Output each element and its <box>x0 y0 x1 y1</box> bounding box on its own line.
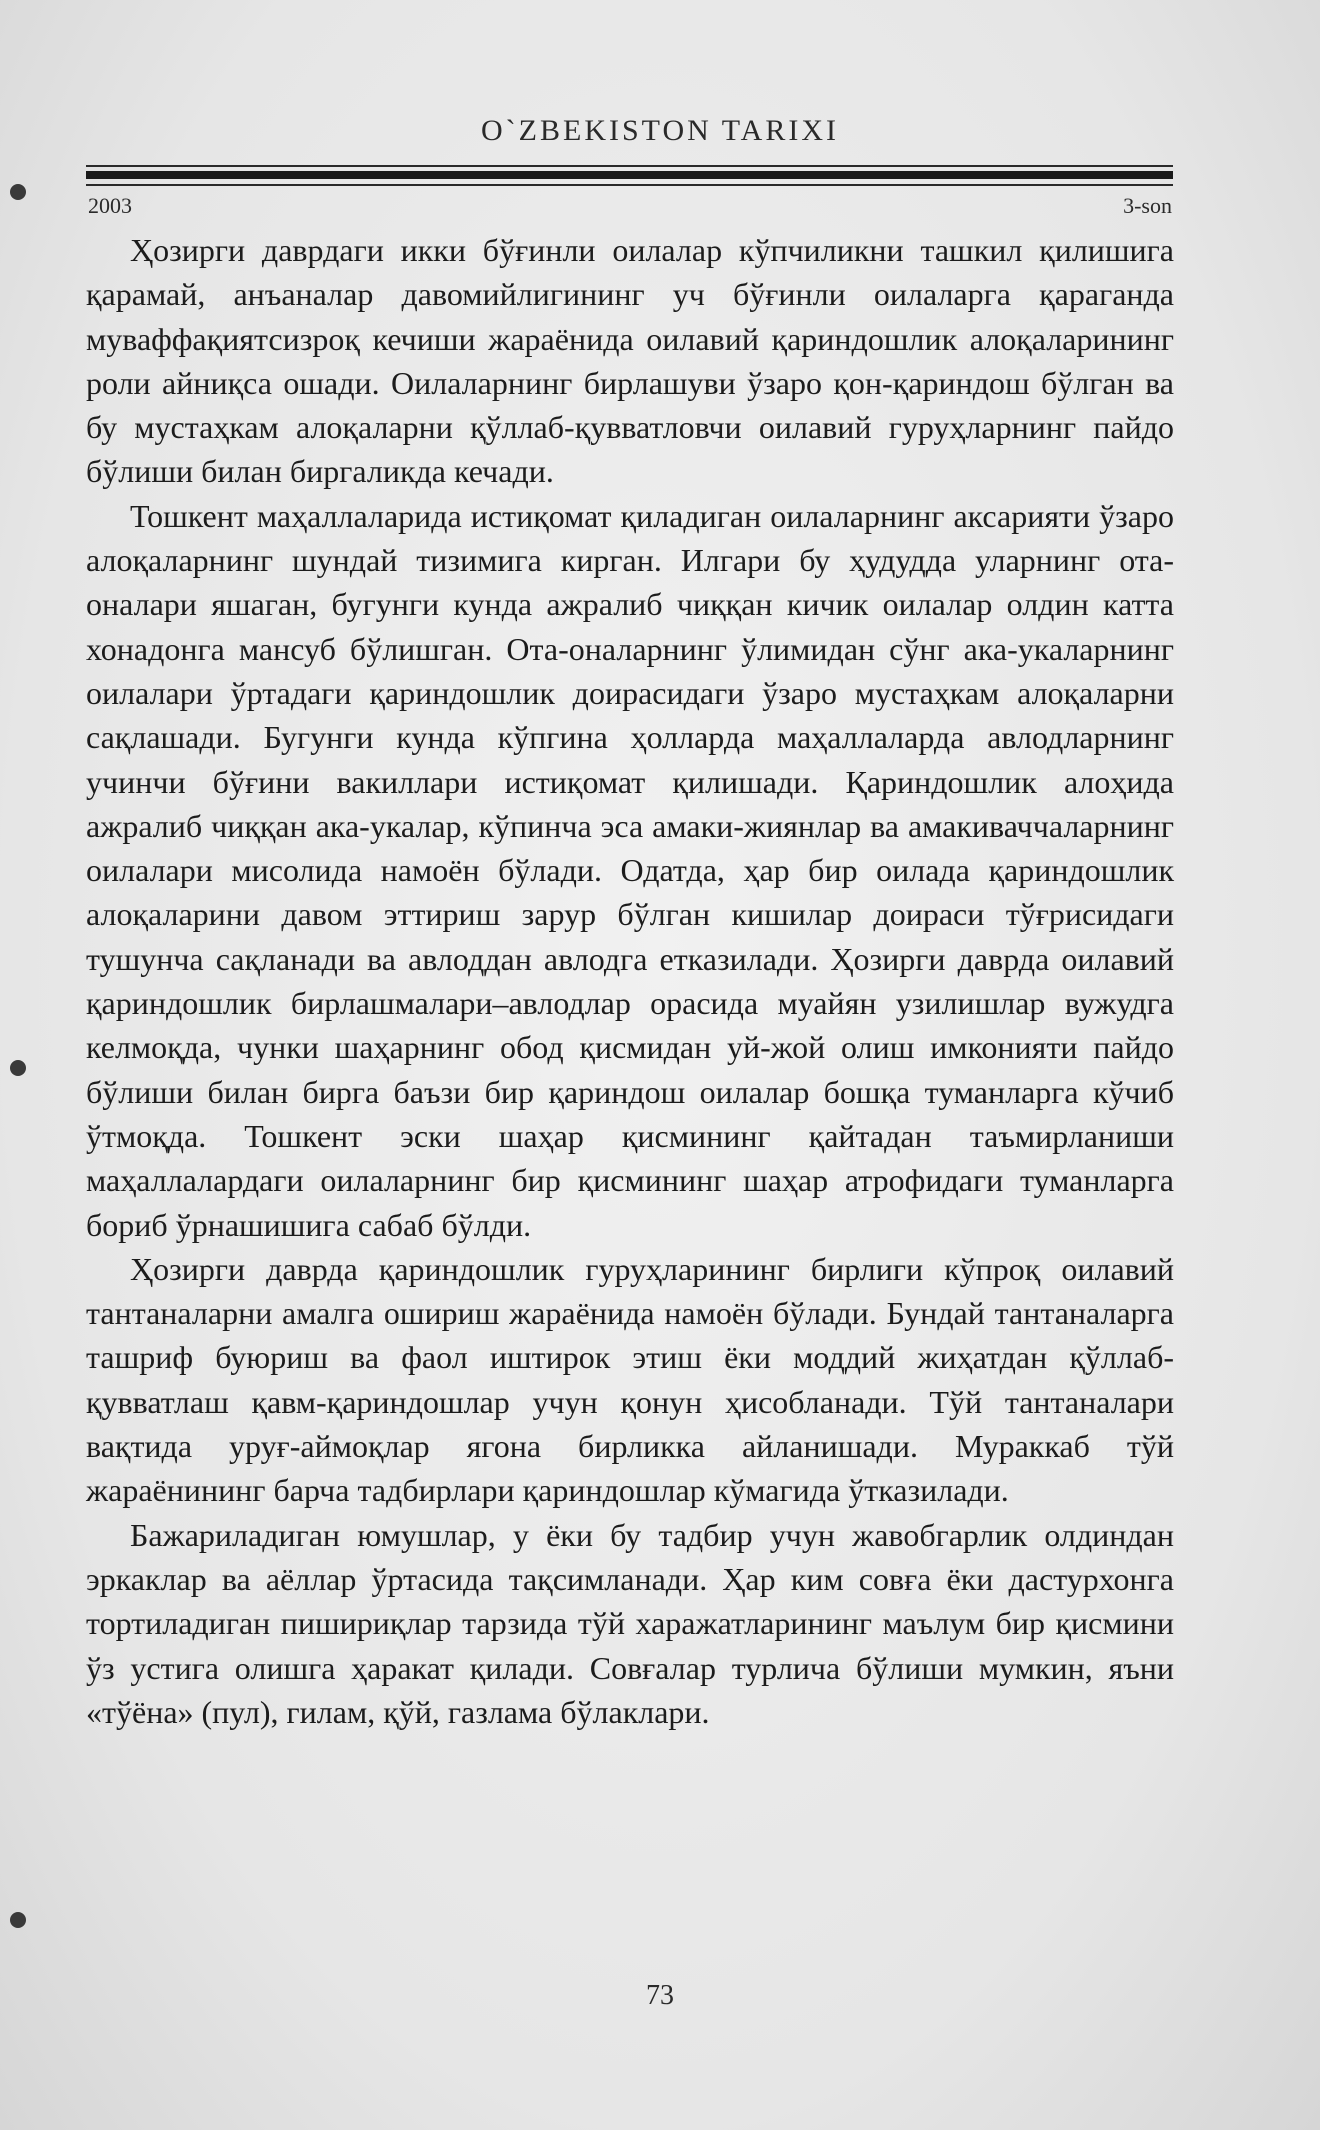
binding-hole-mark <box>10 184 26 200</box>
header-rule-thin-top <box>86 165 1173 167</box>
binding-hole-mark <box>10 1912 26 1928</box>
paragraph: Ҳозирги даврдаги икки бўғинли оилалар кўпчиликни ташкил қилишига қарамай, анъаналар давомийлигининг уч бўғинли оилаларга қараганда муваффақиятсизроқ кечиши жараёнида оилавий қариндошлик алоқаларининг роли айниқса ошади. Оилаларнинг бирлашуви ўзаро қон-қариндош бўлган ва бу мустаҳкам алоқаларни қўллаб-қувватловчи оилавий гуруҳларнинг пайдо бўлиши билан биргаликда кечади. <box>86 232 1174 490</box>
issue-number: 3-son <box>1123 193 1172 218</box>
article-body <box>86 228 1174 1734</box>
binding-hole-mark <box>10 1060 26 1076</box>
header-rule-thick <box>86 171 1173 179</box>
header-rule-thin-bottom <box>86 184 1173 186</box>
page-number: 73 <box>646 1980 674 2011</box>
journal-title: O`ZBEKISTON TARIXI <box>481 114 839 147</box>
paragraph: Тошкент маҳаллаларида истиқомат қиладиган оилаларнинг аксарияти ўзаро алоқаларнинг шундай тизимига кирган. Илгари бу ҳудудда уларнинг ота-оналари яшаган, бугунги кунда ажралиб чиққан кичик оилалар олдин катта хонадонга мансуб бўлишган. Ота-оналарнинг ўлимидан сўнг ака-укаларнинг оилалари ўртадаги қариндошлик доирасидаги ўзаро мустаҳкам алоқаларни сақлашади. Бугунги кунда кўпгина ҳолларда маҳаллаларда авлодларнинг учинчи бўғини вакиллари истиқомат қилишади. Қариндошлик алоҳида ажралиб чиққан ака-укалар, кўпинча эса амаки-жиянлар ва амакиваччаларнинг оилалари мисолида намоён бўлади. Одатда, ҳар бир оилада қариндошлик алоқаларини давом эттириш зарур бўлган кишилар доираси тўғрисидаги тушунча сақланади ва авлоддан авлодга етказилади. Ҳозирги даврда оилавий қариндошлик бирлашмалари–авлодлар орасида муайян узилишлар вужудга келмоқда, чунки шаҳарнинг обод қисмидан уй-жой олиш имконияти пайдо бўлиши билан бирга баъзи бир қариндош оилалар бошқа туманларга кўчиб ўтмоқда. Тошкент эски шаҳар қисмининг қайтадан таъмирланиши маҳаллалардаги оилаларнинг бир қисмининг шаҳар атрофидаги туманларга бориб ўрнашишига сабаб бўлди. <box>86 497 1174 1243</box>
paragraph: Бажариладиган юмушлар, у ёки бу тадбир учун жавобгарлик олдиндан эркаклар ва аёллар ўртасида тақсимланади. Ҳар ким совға ёки дастурхонга тортиладиган пишириқлар тарзида тўй харажатларининг маълум бир қисмини ўз устига олишга ҳаракат қилади. Совғалар турлича бўлиши мумкин, яъни «тўёна» (пул), гилам, қўй, газлама бўлаклари. <box>86 1516 1174 1730</box>
issue-year: 2003 <box>88 193 132 218</box>
paragraph: Ҳозирги даврда қариндошлик гуруҳларининг бирлиги кўпроқ оилавий тантаналарни амалга ошириш жараёнида намоён бўлади. Бундай тантаналарга ташриф буюриш ва фаол иштирок этиш ёки моддий жиҳатдан қўллаб-қувватлаш қавм-қариндошлар учун қонун ҳисобланади. Тўй тантаналари вақтида уруғ-аймоқлар ягона бирликка айланишади. Мураккаб тўй жараёнининг барча тадбирлари қариндошлар кўмагида ўтказилади. <box>86 1250 1174 1509</box>
